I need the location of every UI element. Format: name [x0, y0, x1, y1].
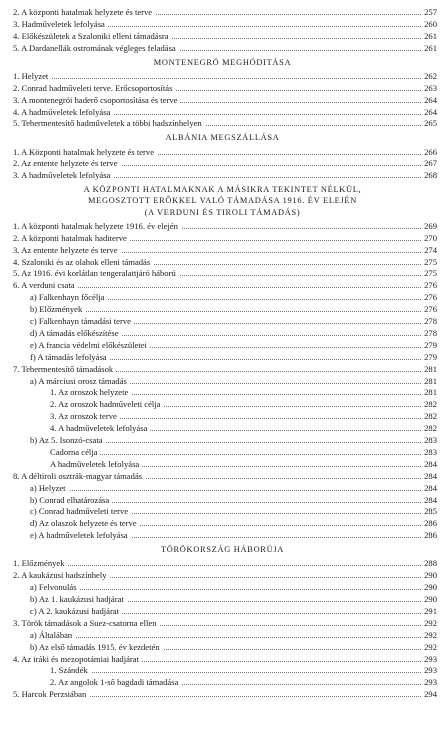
- page-number: 293: [421, 654, 437, 664]
- toc-entry-cadorna-celja: [13, 447, 437, 457]
- toc-entry-5-az-1916-evi-korlatlan-tengeralattjaro-: [13, 268, 437, 278]
- page-number: 257: [421, 7, 437, 17]
- entry-title: 3. Az oroszok terve: [50, 411, 120, 421]
- toc-entry-1-helyzet: [13, 71, 437, 81]
- dot-leader: [30, 637, 429, 638]
- toc-entry-a-falkenhayn-focelja: [13, 292, 437, 302]
- entry-title: 1. Előzmények: [13, 558, 68, 568]
- toc-entry-c-conrad-hadmuveleti-terve: [13, 506, 437, 516]
- toc-entry-1-az-oroszok-helyzete: [13, 387, 437, 397]
- toc-entry-e-a-hadmuveletek-lefolyasa: [13, 530, 437, 540]
- page-number: 264: [421, 107, 437, 117]
- entry-title: b) Előzmények: [30, 304, 85, 314]
- entry-title: 3. Török támadások a Suez-csatorna ellen: [13, 618, 160, 628]
- toc-entry-6-a-verduni-csata: [13, 280, 437, 290]
- toc-entry-b-elozmenyek: [13, 304, 437, 314]
- page-number: 266: [421, 147, 437, 157]
- toc-entry-a-helyzet: [13, 483, 437, 493]
- page-number: 291: [421, 606, 437, 616]
- section-heading: A KÖZPONTI HATALMAKNAK A MÁSIKRA TEKINTET NÉLKÜL,: [83, 185, 362, 195]
- page-number: 284: [421, 495, 437, 505]
- entry-title: b) Az első támadás 1915. év kezdetén: [30, 642, 163, 652]
- entry-title: 4. Szaloniki és az olahok elleni támadás: [13, 257, 153, 267]
- entry-title: 3. Hadműveletek lefolyása: [13, 19, 108, 29]
- dot-leader: [50, 672, 429, 673]
- page-number: 293: [421, 665, 437, 675]
- page-number: 279: [421, 340, 437, 350]
- page-number: 286: [421, 530, 437, 540]
- toc-entry-4-elokeszuletek-a-szaloniki-elleni-tamad: [13, 31, 437, 41]
- page-number: 285: [421, 506, 437, 516]
- entry-title: 2. A központi hatalmak helyzete és terve: [13, 7, 155, 17]
- page-number: 270: [421, 233, 437, 243]
- section-heading: TÖRÖKORSZÁG HÁBORÚJA: [160, 545, 285, 555]
- toc-entry-a-a-marciusi-orosz-tamadas: [13, 376, 437, 386]
- entry-title: 3. A montenegrói haderő csoportosítása és terve: [13, 95, 180, 105]
- entry-title: 5. Tehermentesítő hadműveletek a többi hadszínhelyen: [13, 118, 205, 128]
- toc-entry-2-az-angolok-1-so-bagdadi-tamadasa: [13, 677, 437, 687]
- toc-entry-3-az-entente-helyzete-es-terve: [13, 245, 437, 255]
- toc-entry-4-szaloniki-es-az-olahok-elleni-tamadas: [13, 257, 437, 267]
- toc-entry-4-az-iraki-es-mezopotamiai-hadjarat: [13, 654, 437, 664]
- section-heading: MEGOSZTOTT ERŐKKEL VALÓ TÁMADÁSA 1916. ÉV ELEJÉN: [88, 196, 357, 206]
- entry-title: c) Falkenhayn támadási terve: [30, 316, 134, 326]
- entry-title: 2. Conrad hadműveleti terve. Erőcsoportosítás: [13, 83, 175, 93]
- page-number: 276: [421, 304, 437, 314]
- toc-entry-1-a-kozponti-hatalmak-helyzete-1916-ev-e: [13, 221, 437, 231]
- page-number: 279: [421, 352, 437, 362]
- toc-entry-2-a-kozponti-hatalmak-haditerve: [13, 233, 437, 243]
- entry-title: e) A francia védelmi előkészületei: [30, 340, 150, 350]
- toc-entry-2-conrad-hadmuveleti-terve-erocsoportosi: [13, 83, 437, 93]
- page-number: 275: [421, 257, 437, 267]
- toc-entry-b-az-1-kaukazusi-hadjarat: [13, 594, 437, 604]
- dot-leader: [30, 311, 429, 312]
- page-number: 292: [421, 618, 437, 628]
- page-number: 275: [421, 268, 437, 278]
- entry-title: d) A támadás előkészítése: [30, 328, 122, 338]
- entry-title: a) Helyzet: [30, 483, 69, 493]
- toc-entry-8-a-deltiroli-osztrak-magyar-tamadas: [13, 471, 437, 481]
- entry-title: 2. A központi hatalmak haditerve: [13, 233, 130, 243]
- page-number: 292: [421, 642, 437, 652]
- toc-entry-7-tehermentesito-tamadasok: [13, 364, 437, 374]
- entry-title: a) A márciusi orosz támadás: [30, 376, 130, 386]
- toc-entry-1-szandek: [13, 665, 437, 675]
- section-heading: ALBÁNIA MEGSZÁLLÁSA: [165, 133, 280, 143]
- entry-title: e) A hadműveletek lefolyása: [30, 530, 131, 540]
- page-number: 276: [421, 292, 437, 302]
- entry-title: 2. A kaukázusi hadszínhely: [13, 570, 110, 580]
- entry-title: c) Conrad hadműveleti terve: [30, 506, 131, 516]
- toc-entry-c-a-2-kaukazusi-hadjarat: [13, 606, 437, 616]
- entry-title: 1. Helyzet: [13, 71, 51, 81]
- page-number: 283: [421, 447, 437, 457]
- page-number: 262: [421, 71, 437, 81]
- toc-entry-5-a-dardanellak-ostromanak-vegleges-fela: [13, 43, 437, 53]
- page-number: 261: [421, 43, 437, 53]
- entry-title: a) Felvonulás: [30, 582, 80, 592]
- page-number: 294: [421, 689, 437, 699]
- entry-title: Cadorna célja: [50, 447, 100, 457]
- toc-entry-1-elozmenyek: [13, 558, 437, 568]
- entry-title: 5. Az 1916. évi korlátlan tengeralattjáró háború: [13, 268, 179, 278]
- page-number: 284: [421, 471, 437, 481]
- toc-entry-5-tehermentesito-hadmuveletek-a-tobbi-ha: [13, 118, 437, 128]
- page-number: 282: [421, 399, 437, 409]
- page-number: 276: [421, 280, 437, 290]
- toc-entry-2-az-oroszok-hadmuveleti-celja: [13, 399, 437, 409]
- page-number: 281: [421, 387, 437, 397]
- entry-title: 4. Az iráki és mezopotámiai hadjárat: [13, 654, 142, 664]
- page-number: 293: [421, 677, 437, 687]
- toc-entry-4-a-hadmuveletek-lefolyasa: [13, 107, 437, 117]
- entry-title: b) Conrad elhatározása: [30, 495, 112, 505]
- page-number: 284: [421, 483, 437, 493]
- toc-entry-e-a-francia-vedelmi-elokeszuletei: [13, 340, 437, 350]
- page-number: 286: [421, 518, 437, 528]
- page-number: 290: [421, 594, 437, 604]
- toc-entry-3-a-hadmuveletek-lefolyasa: [13, 170, 437, 180]
- dot-leader: [30, 490, 429, 491]
- page-number: 264: [421, 95, 437, 105]
- entry-title: 1. A központi hatalmak helyzete 1916. év elején: [13, 221, 181, 231]
- toc-entry-3-torok-tamadasok-a-suez-csatorna-ellen: [13, 618, 437, 628]
- dot-leader: [13, 78, 429, 79]
- toc-entry-b-conrad-elhatarozasa: [13, 495, 437, 505]
- page-number: 292: [421, 630, 437, 640]
- page-number: 290: [421, 582, 437, 592]
- dot-leader: [50, 454, 429, 455]
- entry-title: a) Általában: [30, 630, 75, 640]
- page-number: 260: [421, 19, 437, 29]
- page-number: 261: [421, 31, 437, 41]
- page-number: 263: [421, 83, 437, 93]
- toc-entry-3-hadmuveletek-lefolyasa: [13, 19, 437, 29]
- entry-title: 8. A déltiroli osztrák-magyar támadás: [13, 471, 145, 481]
- toc-entry-2-a-kaukazusi-hadszinhely: [13, 570, 437, 580]
- toc-entry-d-a-tamadas-elokeszitese: [13, 328, 437, 338]
- entry-title: c) A 2. kaukázusi hadjárat: [30, 606, 122, 616]
- toc-entry-3-az-oroszok-terve: [13, 411, 437, 421]
- toc-entry-f-a-tamadas-lefolyasa: [13, 352, 437, 362]
- entry-title: 4. A hadműveletek lefolyása: [13, 107, 113, 117]
- page-number: 282: [421, 423, 437, 433]
- entry-title: 2. Az entente helyzete és terve: [13, 158, 121, 168]
- page-number: 274: [421, 245, 437, 255]
- entry-title: A hadműveletek lefolyása: [50, 459, 142, 469]
- entry-title: b) Az 5. Isonzó-csata: [30, 435, 106, 445]
- section-heading: (A VERDUNI ÉS TIROLI TÁMADÁS): [144, 207, 301, 217]
- entry-title: 1. Szándék: [50, 665, 91, 675]
- toc-entry-c-falkenhayn-tamadasi-terve: [13, 316, 437, 326]
- entry-title: 5. A Dardanellák ostromának végleges feladása: [13, 43, 179, 53]
- page-number: 267: [421, 158, 437, 168]
- toc-entry-2-az-entente-helyzete-es-terve: [13, 158, 437, 168]
- page-number: 282: [421, 411, 437, 421]
- entry-title: 3. A hadműveletek lefolyása: [13, 170, 113, 180]
- entry-title: 1. Az oroszok helyzete: [50, 387, 131, 397]
- page-number: 281: [421, 364, 437, 374]
- entry-title: 4. Előkészületek a Szaloniki elleni támadásra: [13, 31, 172, 41]
- entry-title: 2. Az angolok 1-ső bagdadi támadása: [50, 677, 181, 687]
- entry-title: 2. Az oroszok hadműveleti célja: [50, 399, 164, 409]
- entry-title: 6. A verduni csata: [13, 280, 78, 290]
- entry-title: 3. Az entente helyzete és terve: [13, 245, 121, 255]
- page-number: 268: [421, 170, 437, 180]
- entry-title: 5. Harcok Perzsiában: [13, 689, 89, 699]
- page-number: 278: [421, 316, 437, 326]
- toc-entry-4-a-hadmuveletek-lefolyasa: [13, 423, 437, 433]
- entry-title: a) Falkenhayn főcélja: [30, 292, 107, 302]
- toc-entry-d-az-olaszok-helyzete-es-terve: [13, 518, 437, 528]
- page-number: 269: [421, 221, 437, 231]
- page-number: 265: [421, 118, 437, 128]
- page-number: 278: [421, 328, 437, 338]
- toc-entry-b-az-elso-tamadas-1915-ev-kezdeten: [13, 642, 437, 652]
- toc-entry-b-az-5-isonzo-csata: [13, 435, 437, 445]
- page-number: 281: [421, 376, 437, 386]
- entry-title: 7. Tehermentesítő támadások: [13, 364, 116, 374]
- entry-title: 1. A Központi hatalmak helyzete és terve: [13, 147, 157, 157]
- entry-title: d) Az olaszok helyzete és terve: [30, 518, 140, 528]
- page-number: 288: [421, 558, 437, 568]
- dot-leader: [30, 589, 429, 590]
- page-number: 283: [421, 435, 437, 445]
- entry-title: f) A támadás lefolyása: [30, 352, 110, 362]
- section-heading: MONTENEGRÓ MEGHÓDITÁSA: [153, 57, 292, 67]
- toc-entry-a-felvonulas: [13, 582, 437, 592]
- page-number: 284: [421, 459, 437, 469]
- toc-entry-2-a-kozponti-hatalmak-helyzete-es-terve: [13, 7, 437, 17]
- dot-leader: [13, 565, 429, 566]
- toc-entry-3-a-montenegroi-hadero-csoportositasa-es: [13, 95, 437, 105]
- entry-title: b) Az 1. kaukázusi hadjárat: [30, 594, 127, 604]
- toc-entry-a-altalaban: [13, 630, 437, 640]
- entry-title: 4. A hadműveletek lefolyása: [50, 423, 150, 433]
- toc-entry-5-harcok-perzsiaban: [13, 689, 437, 699]
- toc-entry-a-hadmuveletek-lefolyasa: [13, 459, 437, 469]
- page-number: 290: [421, 570, 437, 580]
- toc-entry-1-a-kozponti-hatalmak-helyzete-es-terve: [13, 147, 437, 157]
